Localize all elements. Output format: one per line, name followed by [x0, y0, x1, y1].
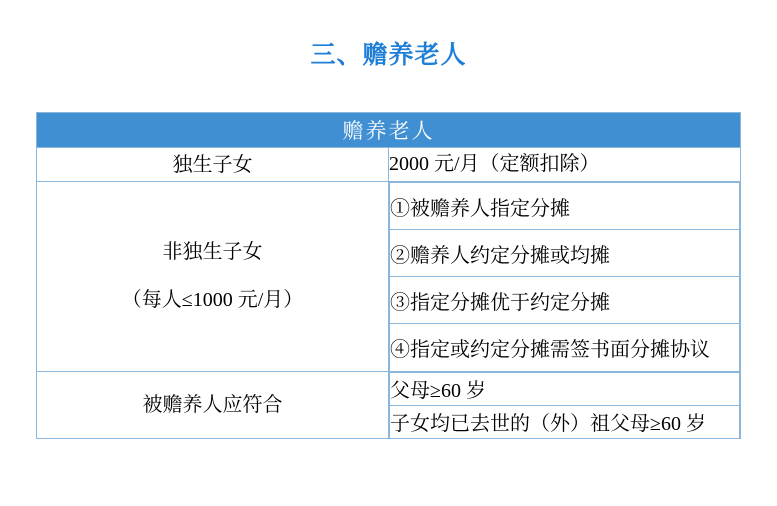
row-label-non-only-child — [37, 182, 389, 372]
allocation-method-2: ②赡养人约定分摊或均摊 — [390, 230, 740, 277]
allocation-methods-list — [389, 182, 740, 371]
list-item — [390, 230, 740, 277]
table-row — [37, 182, 741, 372]
allocation-method-4: ④指定或约定分摊需签书面分摊协议 — [390, 324, 740, 371]
row-value-non-only-child — [389, 182, 741, 372]
table-row — [37, 371, 741, 439]
qualification-1: 父母≥60 岁 — [390, 372, 740, 405]
list-item — [390, 183, 740, 230]
list-item — [390, 324, 740, 371]
allocation-method-1: ①被赡养人指定分摊 — [390, 183, 740, 230]
row-value-only-child: 2000 元/月（定额扣除） — [389, 148, 741, 182]
row-label-qualified-supported: 被赡养人应符合 — [37, 371, 389, 439]
qualification-2: 子女均已去世的（外）祖父母≥60 岁 — [390, 405, 740, 438]
table-header-cell: 赡养老人 — [37, 113, 741, 148]
row-value-qualified-supported — [389, 371, 741, 439]
support-elderly-table — [36, 112, 741, 439]
table-row — [37, 148, 741, 182]
list-item — [390, 405, 740, 438]
row-label-only-child: 独生子女 — [37, 148, 389, 182]
table-container — [36, 112, 741, 439]
row-label-line-1: 非独生子女 — [162, 241, 263, 264]
list-item — [390, 277, 740, 324]
table-header-row — [37, 113, 741, 148]
list-item — [390, 372, 740, 405]
section-title: 三、赡养老人 — [310, 41, 467, 69]
allocation-method-3: ③指定分摊优于约定分摊 — [390, 277, 740, 324]
qualification-list — [389, 372, 740, 439]
row-label-line-2: （每人≤1000 元/月） — [121, 289, 304, 312]
